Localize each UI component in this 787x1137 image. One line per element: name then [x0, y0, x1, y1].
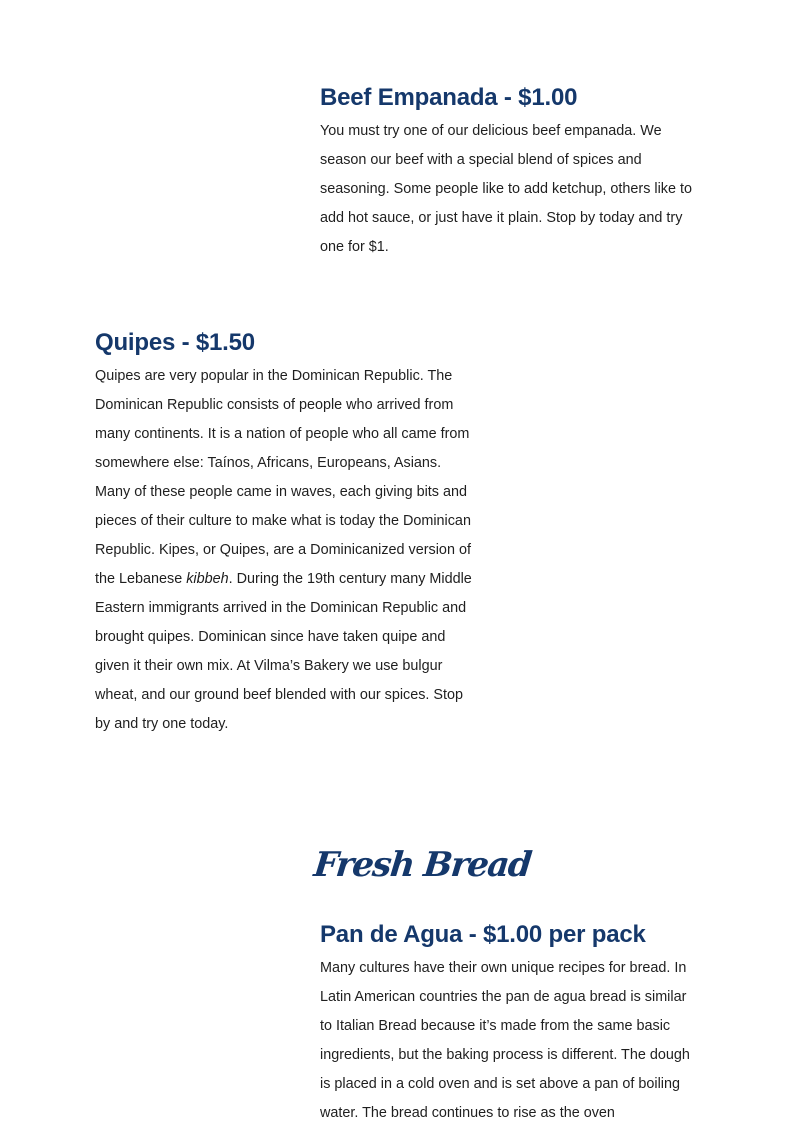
item-description: You must try one of our delicious beef empanada. We season our beef with a special blend of spices and seasoning. Some people like to add ketchup, others like to add hot sauce, or just have it plain. Stop by today and try one for $1. [320, 123, 692, 255]
item-description: Many cultures have their own unique recipes for bread. In Latin American countries the pan de agua bread is similar to Italian Bread because it’s made from the same basic ingredients, but the baking process is different. The dough is placed in a cold oven and is set above a pan of boiling water. The bread continues to rise as the oven [320, 960, 690, 1121]
menu-item-beef-empanada [320, 83, 698, 262]
section-heading-fresh-bread: Fresh Bread [311, 845, 533, 885]
item-title: Quipes - $1.50 [95, 329, 255, 356]
menu-item-quipes [95, 328, 473, 739]
italic-term: kibbeh [186, 571, 229, 587]
item-title: Beef Empanada - $1.00 [320, 84, 578, 111]
item-description-part: . During the 19th century many Middle Eastern immigrants arrived in the Dominican Republic and brought quipes. Dominican since have taken quipe and given it their own mix. At Vilma’s Bakery we use bulgur wheat, and our ground beef blended with our spices. Stop by and try one today. [95, 571, 472, 732]
item-title: Pan de Agua - $1.00 per pack [320, 921, 646, 948]
item-description [95, 362, 473, 739]
item-description-part: Quipes are very popular in the Dominican Republic. The Dominican Republic consists of people who arrived from many continents. It is a nation of people who all came from somewhere else: Taínos, Africans, Europeans, Asians. Many of these people came in waves, each giving bits and pieces of their culture to make what is today the Dominican Republic. Kipes, or Quipes, are a Dominicanized version of the Lebanese [95, 368, 471, 587]
menu-item-pan-de-agua [320, 920, 698, 1128]
